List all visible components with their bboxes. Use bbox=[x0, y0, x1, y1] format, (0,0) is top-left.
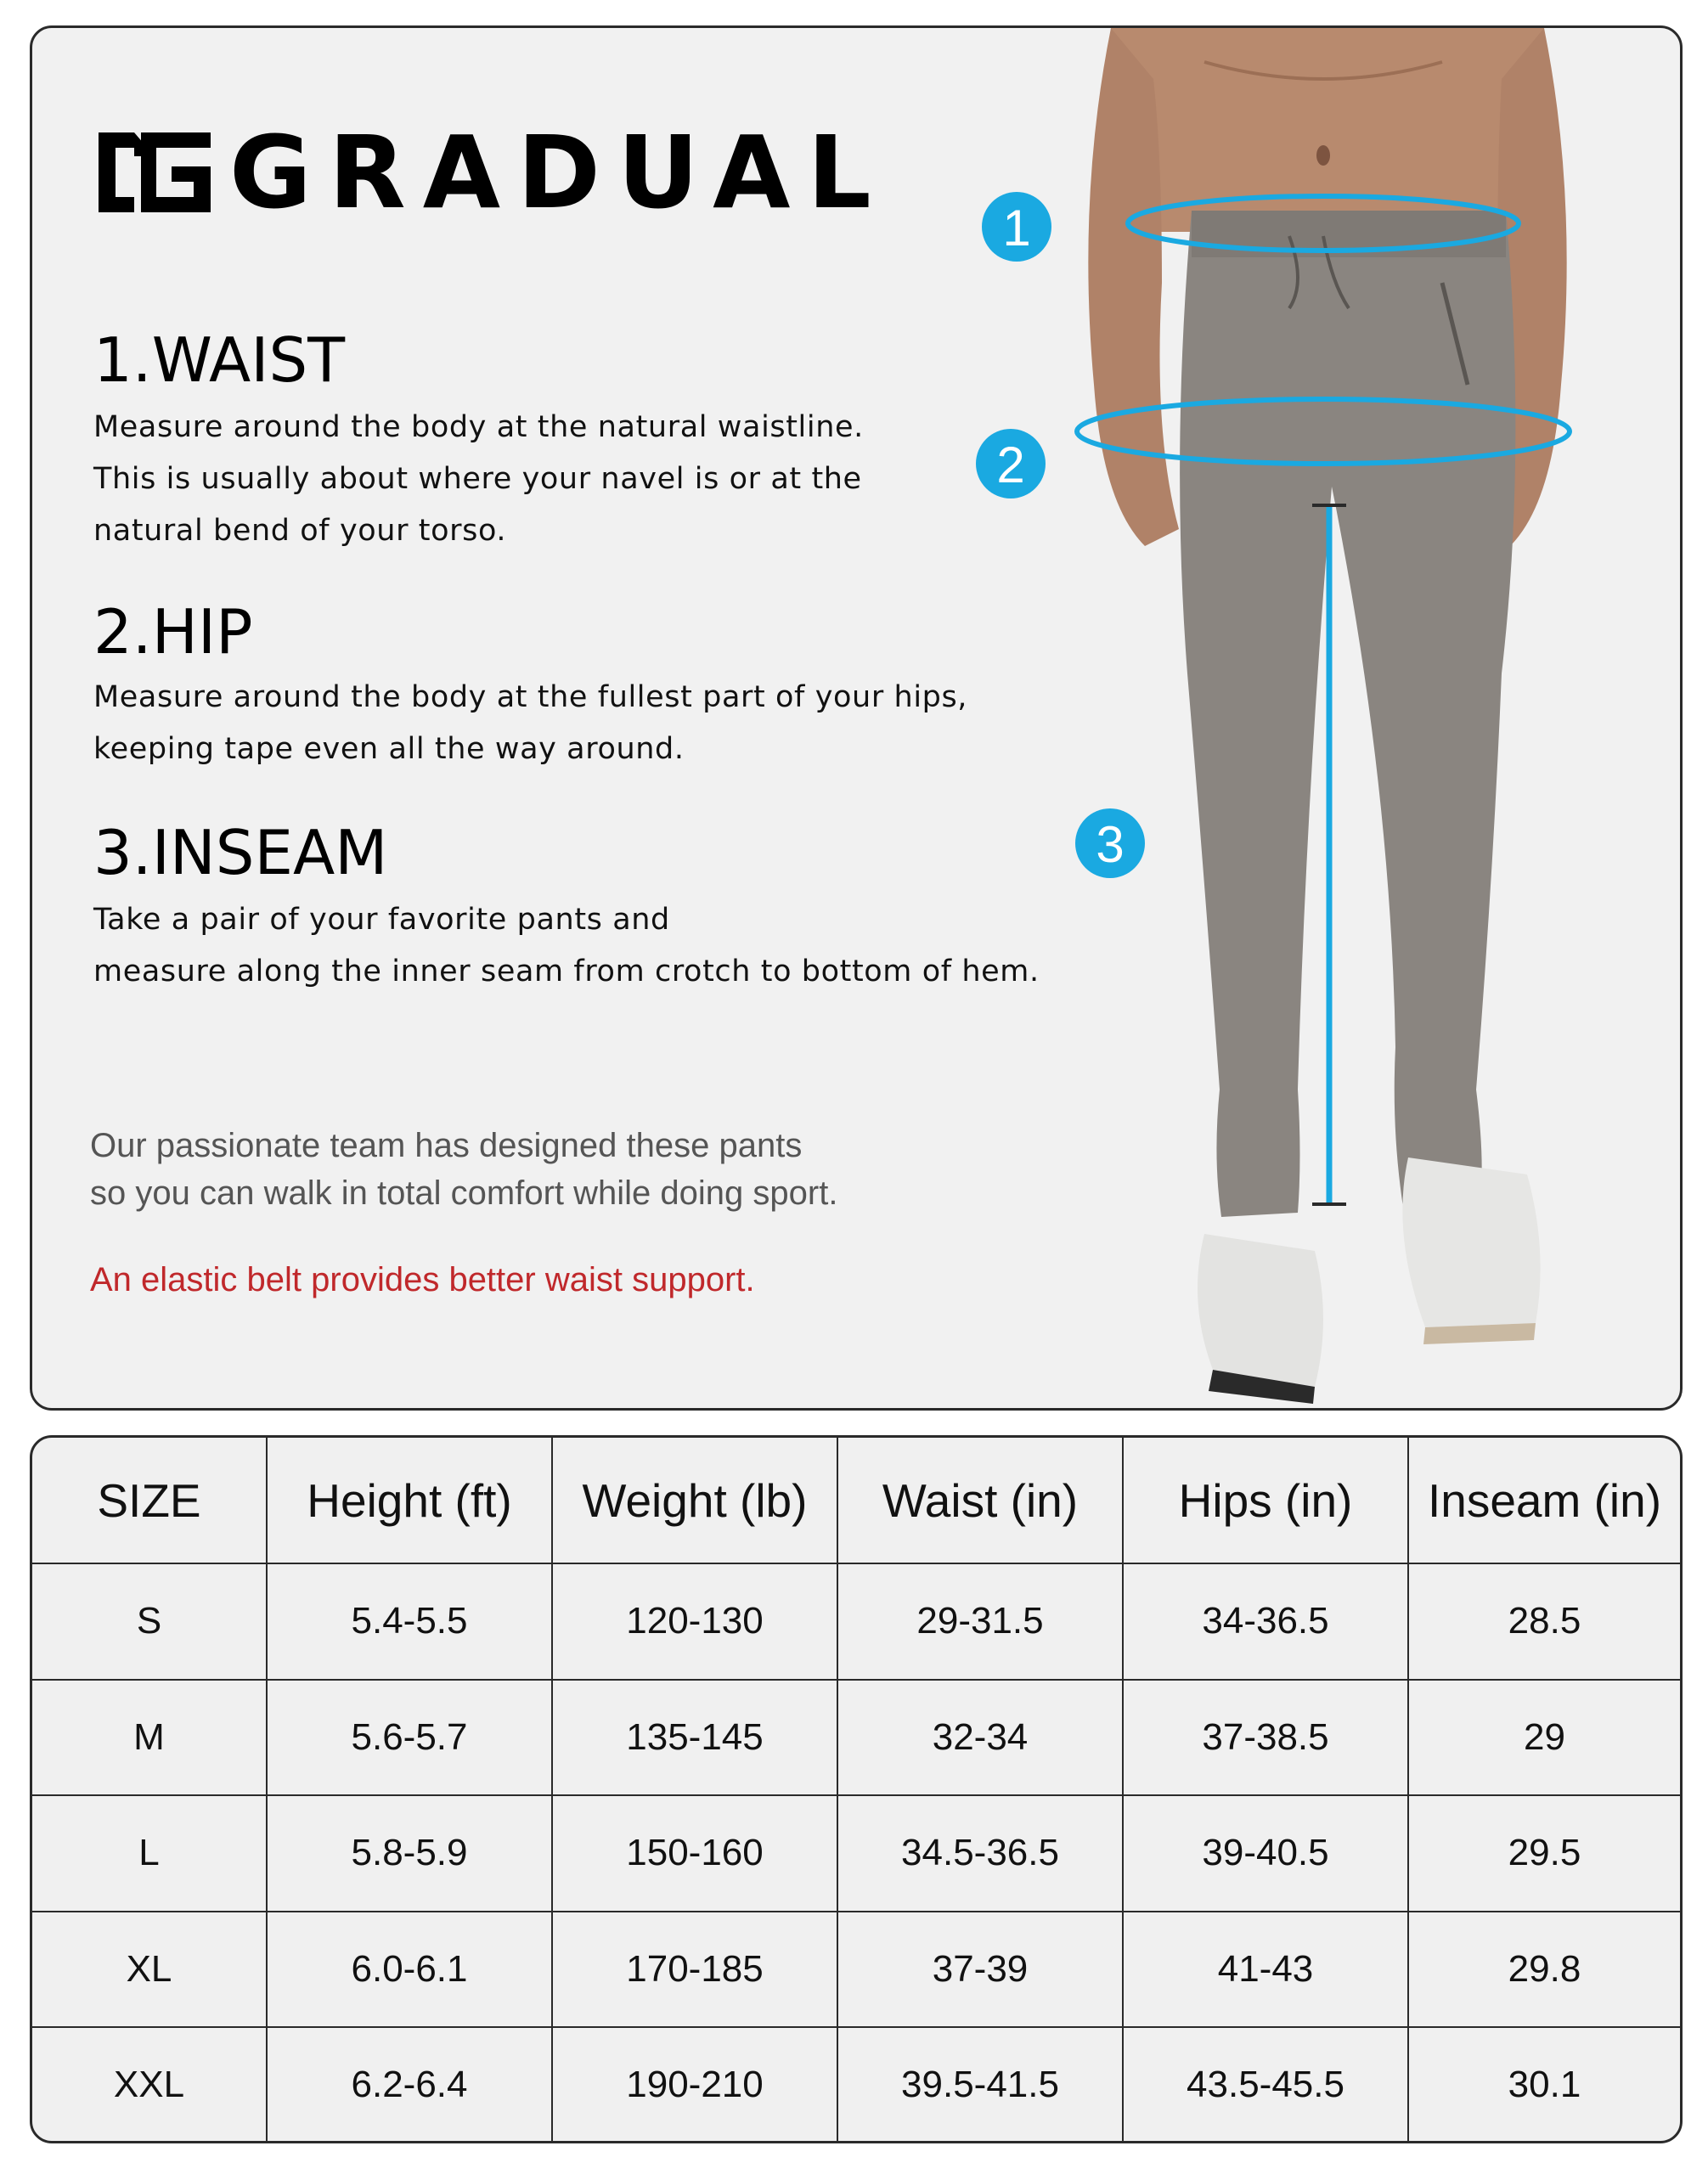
table-cell: 29.8 bbox=[1408, 1912, 1680, 2028]
waist-line: natural bend of your torso. bbox=[93, 514, 507, 548]
table-row bbox=[32, 2027, 1680, 2141]
table-cell: 43.5-45.5 bbox=[1123, 2027, 1408, 2141]
table-cell: 28.5 bbox=[1408, 1563, 1680, 1680]
table-cell: L bbox=[32, 1795, 267, 1912]
inseam-title: 3.INSEAM bbox=[93, 817, 388, 888]
tagline-line: Our passionate team has designed these pants bbox=[90, 1127, 803, 1164]
hip-line: Measure around the body at the fullest part of your hips, bbox=[93, 680, 968, 714]
waist-line: This is usually about where your navel is or at the bbox=[93, 462, 862, 496]
table-row bbox=[32, 1680, 1680, 1796]
size-table bbox=[32, 1438, 1680, 2141]
table-cell: 29.5 bbox=[1408, 1795, 1680, 1912]
table-cell: 37-39 bbox=[837, 1912, 1123, 2028]
table-cell: 5.6-5.7 bbox=[267, 1680, 552, 1796]
waist-description bbox=[93, 402, 864, 557]
measurement-guide-panel bbox=[30, 25, 1683, 1411]
table-cell: 135-145 bbox=[552, 1680, 837, 1796]
header-size: SIZE bbox=[32, 1438, 267, 1563]
hip-title: 2.HIP bbox=[93, 596, 253, 667]
inseam-line: Take a pair of your favorite pants and bbox=[93, 903, 670, 937]
table-row bbox=[32, 1795, 1680, 1912]
hip-line: keeping tape even all the way around. bbox=[93, 732, 685, 766]
table-cell: 6.2-6.4 bbox=[267, 2027, 552, 2141]
elastic-belt-note: An elastic belt provides better waist support. bbox=[90, 1261, 755, 1298]
table-header-row bbox=[32, 1438, 1680, 1563]
model-illustration bbox=[950, 28, 1680, 1408]
header-hips: Hips (in) bbox=[1123, 1438, 1408, 1563]
table-cell: XXL bbox=[32, 2027, 267, 2141]
tagline-line: so you can walk in total comfort while doing sport. bbox=[90, 1174, 838, 1212]
inseam-description bbox=[93, 894, 1040, 998]
marker-3 bbox=[1075, 808, 1145, 878]
size-chart bbox=[30, 1435, 1683, 2143]
table-cell: M bbox=[32, 1680, 267, 1796]
marker-1-label: 1 bbox=[1002, 200, 1031, 256]
marker-1 bbox=[982, 192, 1051, 262]
header-inseam: Inseam (in) bbox=[1408, 1438, 1680, 1563]
table-cell: 34.5-36.5 bbox=[837, 1795, 1123, 1912]
marker-2-label: 2 bbox=[996, 436, 1025, 493]
table-cell: 29 bbox=[1408, 1680, 1680, 1796]
table-cell: 170-185 bbox=[552, 1912, 837, 2028]
table-cell: 29-31.5 bbox=[837, 1563, 1123, 1680]
header-waist: Waist (in) bbox=[837, 1438, 1123, 1563]
table-cell: 37-38.5 bbox=[1123, 1680, 1408, 1796]
model-figure bbox=[950, 28, 1680, 1408]
torso-shape bbox=[1111, 28, 1544, 232]
table-cell: 39-40.5 bbox=[1123, 1795, 1408, 1912]
inseam-line: measure along the inner seam from crotch to bottom of hem. bbox=[93, 955, 1040, 988]
brand-mark-icon bbox=[95, 126, 214, 219]
table-cell: XL bbox=[32, 1912, 267, 2028]
header-weight: Weight (lb) bbox=[552, 1438, 837, 1563]
right-shoe-shape bbox=[1402, 1157, 1540, 1327]
waist-line: Measure around the body at the natural waistline. bbox=[93, 410, 864, 444]
table-cell: S bbox=[32, 1563, 267, 1680]
header-height: Height (ft) bbox=[267, 1438, 552, 1563]
left-shoe-shape bbox=[1198, 1234, 1323, 1387]
table-cell: 5.4-5.5 bbox=[267, 1563, 552, 1680]
table-row bbox=[32, 1912, 1680, 2028]
table-row bbox=[32, 1563, 1680, 1680]
table-cell: 32-34 bbox=[837, 1680, 1123, 1796]
table-cell: 39.5-41.5 bbox=[837, 2027, 1123, 2141]
marker-2 bbox=[976, 429, 1046, 498]
table-cell: 150-160 bbox=[552, 1795, 837, 1912]
hip-description bbox=[93, 672, 967, 775]
table-cell: 6.0-6.1 bbox=[267, 1912, 552, 2028]
table-cell: 190-210 bbox=[552, 2027, 837, 2141]
table-cell: 34-36.5 bbox=[1123, 1563, 1408, 1680]
marker-3-label: 3 bbox=[1096, 816, 1125, 873]
table-cell: 5.8-5.9 bbox=[267, 1795, 552, 1912]
pants-shape bbox=[1180, 211, 1515, 1217]
table-cell: 41-43 bbox=[1123, 1912, 1408, 2028]
brand-name: GRADUAL bbox=[229, 114, 888, 231]
table-cell: 30.1 bbox=[1408, 2027, 1680, 2141]
brand-logo bbox=[95, 114, 888, 231]
table-cell: 120-130 bbox=[552, 1563, 837, 1680]
waist-title: 1.WAIST bbox=[93, 324, 346, 396]
tagline bbox=[90, 1122, 837, 1217]
